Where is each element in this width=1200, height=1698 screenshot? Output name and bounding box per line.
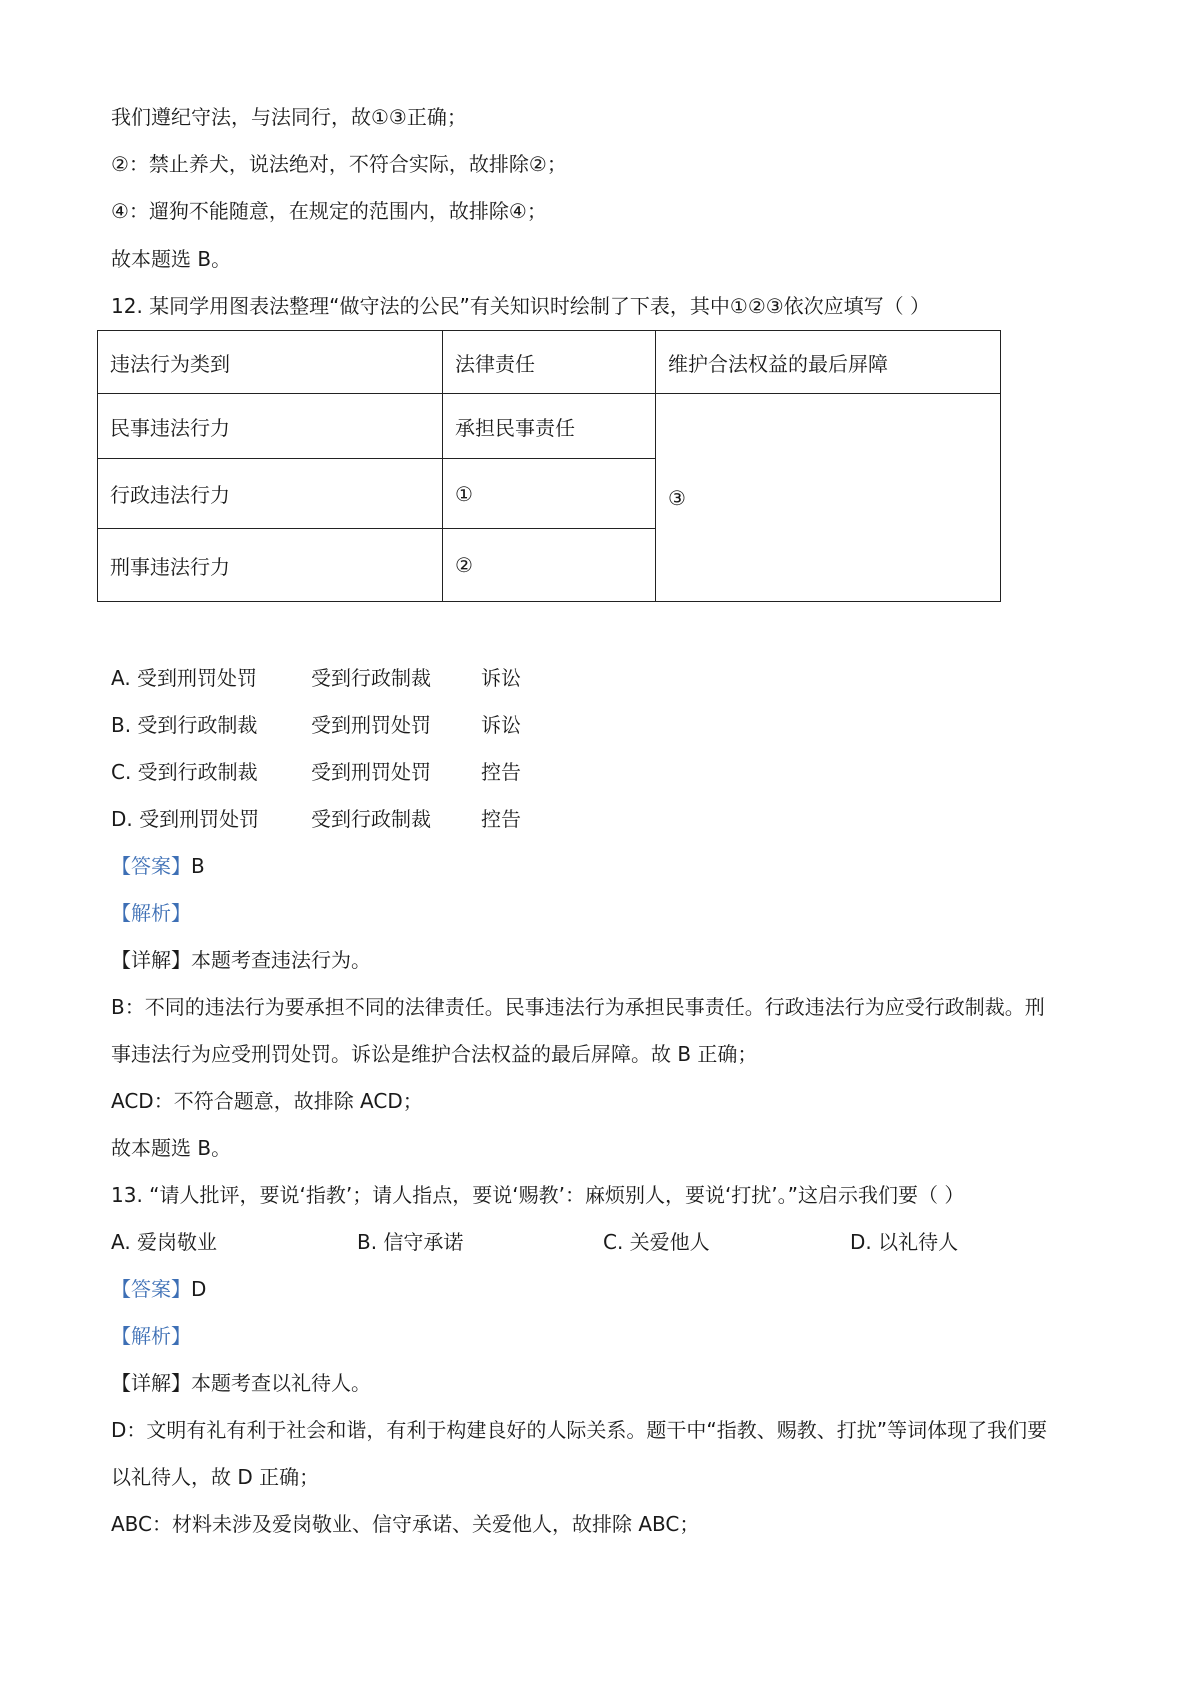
answer-value: D bbox=[191, 1277, 207, 1301]
answer-tag: 【答案】 bbox=[111, 854, 191, 878]
explanation-line: D：文明有礼有利于社会和谐，有利于构建良好的人际关系。题干中“指教、赐教、打扰”等词体现了我们要 bbox=[111, 1418, 1048, 1442]
table-cell: 刑事违法行力 bbox=[98, 529, 443, 602]
legal-responsibility-table bbox=[97, 330, 1001, 602]
detail-line: 【详解】本题考查违法行为。 bbox=[111, 948, 371, 972]
table-cell: ② bbox=[443, 529, 656, 602]
option-d: D. 受到刑罚处罚 受到行政制裁 控告 bbox=[111, 807, 521, 831]
table-cell: 行政违法行力 bbox=[98, 459, 443, 529]
analysis-tag: 【解析】 bbox=[111, 901, 191, 925]
option-b: B. 受到行政制裁 受到刑罚处罚 诉讼 bbox=[111, 713, 521, 737]
table-header: 法律责任 bbox=[443, 331, 656, 394]
question-13-stem: 13. “请人批评，要说‘指教’；请人指点，要说‘赐教’：麻烦别人，要说‘打扰’。”这启示我们要（ ） bbox=[111, 1183, 965, 1207]
explanation-line: B：不同的违法行为要承担不同的法律责任。民事违法行为承担民事责任。行政违法行为应受行政制裁。刑 bbox=[111, 995, 1045, 1019]
option-c: C. 受到行政制裁 受到刑罚处罚 控告 bbox=[111, 760, 521, 784]
conclusion-line: 故本题选 B。 bbox=[111, 247, 232, 271]
option-b: B. 信守承诺 bbox=[357, 1230, 464, 1254]
table-cell: 承担民事责任 bbox=[443, 394, 656, 459]
table-cell: 民事违法行力 bbox=[98, 394, 443, 459]
explanation-line: ACD：不符合题意，故排除 ACD； bbox=[111, 1089, 423, 1113]
explanation-line: 事违法行为应受刑罚处罚。诉讼是维护合法权益的最后屏障。故 B 正确； bbox=[111, 1042, 758, 1066]
answer-line bbox=[111, 1275, 206, 1303]
detail-line: 【详解】本题考查以礼待人。 bbox=[111, 1371, 371, 1395]
answer-line bbox=[111, 852, 205, 880]
explanation-line: ②：禁止养犬，说法绝对，不符合实际，故排除②； bbox=[111, 152, 567, 176]
option-a: A. 受到刑罚处罚 受到行政制裁 诉讼 bbox=[111, 666, 521, 690]
answer-value: B bbox=[191, 854, 205, 878]
merged-cell: ③ bbox=[656, 394, 1001, 602]
explanation-line: ABC：材料未涉及爱岗敬业、信守承诺、关爱他人，故排除 ABC； bbox=[111, 1512, 700, 1536]
answer-tag: 【答案】 bbox=[111, 1277, 191, 1301]
table-row bbox=[98, 394, 1001, 459]
conclusion-line: 故本题选 B。 bbox=[111, 1136, 232, 1160]
table-cell: ① bbox=[443, 459, 656, 529]
option-a: A. 爱岗敬业 bbox=[111, 1230, 218, 1254]
option-c: C. 关爱他人 bbox=[603, 1230, 710, 1254]
explanation-line: ④：遛狗不能随意，在规定的范围内，故排除④； bbox=[111, 199, 547, 223]
table-header: 违法行为类到 bbox=[98, 331, 443, 394]
question-12-stem: 12. 某同学用图表法整理“做守法的公民”有关知识时绘制了下表，其中①②③依次应填写（ ） bbox=[111, 294, 931, 318]
analysis-tag: 【解析】 bbox=[111, 1324, 191, 1348]
option-d: D. 以礼待人 bbox=[850, 1230, 959, 1254]
explanation-line: 以礼待人，故 D 正确； bbox=[111, 1465, 320, 1489]
explanation-line: 我们遵纪守法，与法同行，故①③正确； bbox=[111, 105, 467, 129]
table-header: 维护合法权益的最后屏障 bbox=[656, 331, 1001, 394]
